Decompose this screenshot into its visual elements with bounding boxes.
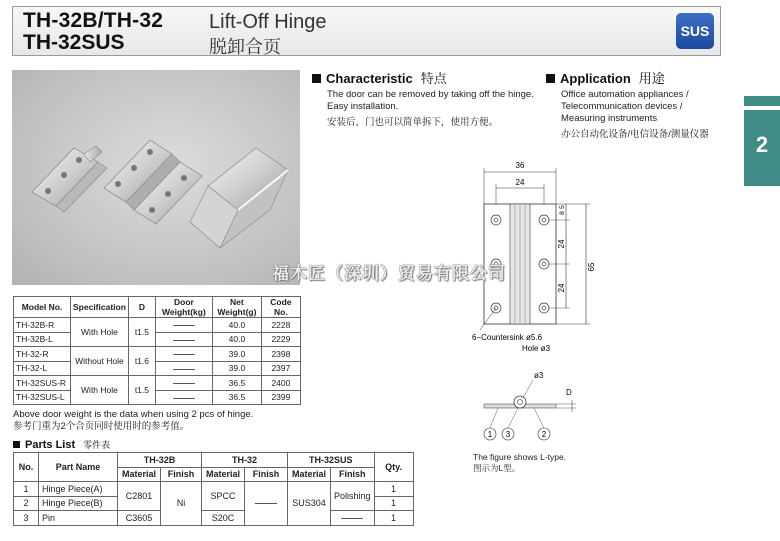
characteristic-heading: Characteristic 特点 [312, 68, 447, 87]
section-tab-number: 2 [755, 132, 769, 157]
hinge-image-2 [104, 140, 202, 224]
spec-table-wrap [13, 296, 301, 405]
dim-8: 8 [559, 211, 566, 215]
table-row: 3 Pin C3605 S20C 1 [14, 511, 414, 526]
product-title-en: Lift-Off Hinge [209, 11, 327, 33]
callout-2: 2 [541, 430, 547, 439]
application-heading: Application 用途 [546, 68, 665, 87]
parts-table: No. Part Name TH-32B TH-32 TH-32SUS Qty. Material Finish Material Finish Material Finish 1 Hinge Piece(A) C2801 Ni SPCC SUS304 Polishing 1 2 Hinge Piece(B) 1 3 Pin C3605 S20C 1 [13, 452, 414, 526]
dim-24a: 24 [557, 239, 566, 249]
d-label: D [566, 388, 572, 397]
figure-note: The figure shows L-type. 图示为L型。 [473, 452, 567, 473]
characteristic-text: The door can be removed by taking off the hinge. Easy installation. 安装后，门也可以简单拆下，使用方便。 [327, 89, 534, 128]
callout-1: 1 [487, 430, 493, 439]
table-row: TH-32B-R With Hole t1.5 40.0 2228 [14, 318, 301, 333]
table-row: TH-32-L 39.0 2397 [14, 361, 301, 376]
hole-label: Hole ø3 [522, 344, 551, 353]
header-banner [12, 6, 721, 56]
pin-dia-label: ø3 [534, 371, 544, 380]
model-title-1: TH-32B/TH-32 [23, 9, 164, 32]
table-row: 1 Hinge Piece(A) C2801 Ni SPCC SUS304 Polishing 1 [14, 482, 414, 497]
hinge-image-3 [190, 148, 288, 248]
table-row: TH-32SUS-R With Hole t1.5 36.5 2400 [14, 376, 301, 391]
countersink-label: 6−Countersink ø5.6 [472, 333, 543, 342]
table-row: TH-32SUS-L 36.5 2399 [14, 390, 301, 405]
application-text: Office automation appliances / Telecommunication devices / Measuring instruments 办公自动化设备/电信设备/测量仪器 [561, 89, 709, 140]
section-tab [744, 96, 780, 186]
dim-65: 65 [587, 262, 596, 272]
table-row: TH-32-R Without Hole t1.6 39.0 2398 [14, 347, 301, 362]
watermark: 福木匠（深圳）贸易有限公司 [272, 264, 506, 283]
product-title-cn: 脱卸合页 [209, 37, 281, 57]
parts-table-wrap [13, 452, 414, 526]
table-row: 2 Hinge Piece(B) 1 [14, 496, 414, 511]
dim-24b: 24 [557, 283, 566, 293]
hinge-image-1 [32, 146, 107, 270]
table-row: TH-32B-L 40.0 2229 [14, 332, 301, 347]
dim-36: 36 [515, 161, 525, 170]
parts-list-heading: Parts List 零件表 [13, 438, 110, 451]
dim-5: 5 [559, 205, 566, 209]
spec-table: Model No. Specification D Door Weight(kg) Net Weight(g) Code No. TH-32B-R With Hole t1.5 40.0 2228 TH-32B-L 40.0 2229 TH-32-R Without Hole t1.6 39.0 2398 TH-32-L 39.0 2397 TH-32SUS-R With Hole t1.5 36.5 2400 TH-32SUS-L 36.5 2399 [13, 296, 301, 405]
model-title-2: TH-32SUS [23, 31, 125, 54]
technical-drawing [460, 152, 620, 462]
dim-24-top: 24 [515, 178, 525, 187]
callout-3: 3 [505, 430, 511, 439]
spec-note: Above door weight is the data when using 2 pcs of hinge. 参考门重为2个合页同时使用时的参考值。 [13, 409, 254, 432]
sus-badge: SUS [676, 13, 714, 49]
product-photo [12, 70, 300, 285]
